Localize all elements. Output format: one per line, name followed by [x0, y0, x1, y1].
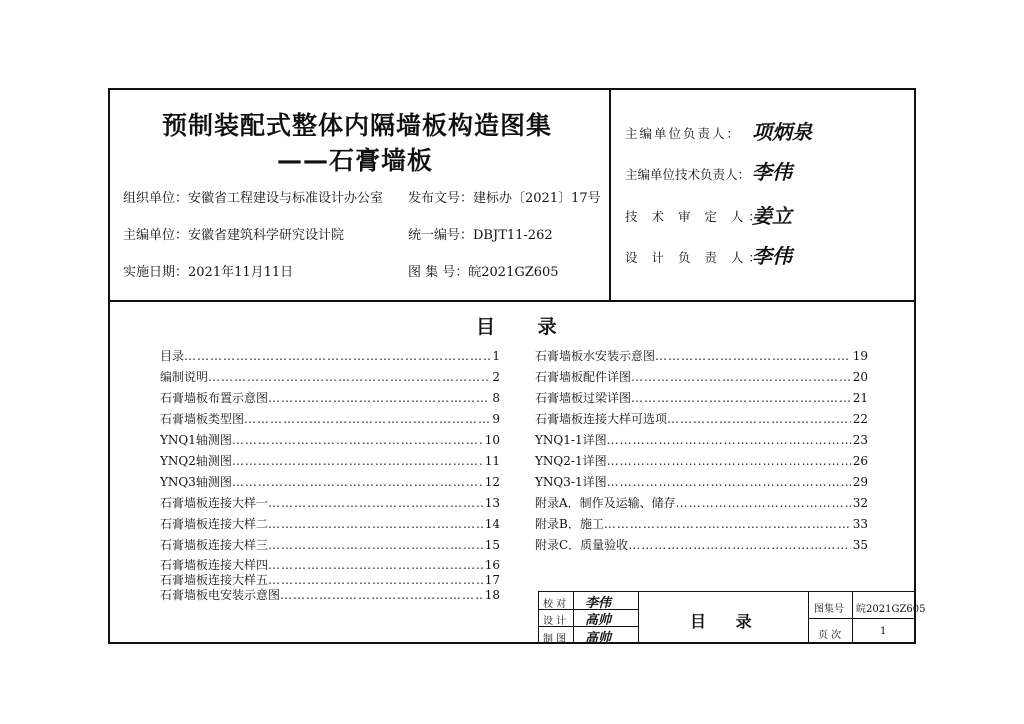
toc-entry-title: 石膏墙板配件详图 [535, 370, 632, 384]
toc-entry-page: 14 [484, 517, 500, 531]
toc-leader [628, 536, 851, 554]
toc-entry-title: 目录 [160, 349, 185, 363]
toc-entry-title: 石膏墙板连接大样二 [160, 517, 269, 531]
toc-entry-title: 石膏墙板过梁详图 [535, 391, 632, 405]
toc-entry[interactable] [535, 452, 868, 470]
page-number-value: 1 [880, 626, 887, 637]
toc-entry-title: 石膏墙板连接大样可选项 [535, 412, 668, 426]
toc-entry[interactable] [535, 515, 868, 533]
toc-entry[interactable] [535, 473, 868, 491]
toc-entry[interactable] [160, 347, 500, 365]
toc-entry[interactable] [160, 515, 500, 533]
toc-entry[interactable] [160, 431, 500, 449]
design-signature: 高帅 [585, 613, 612, 628]
title-block-row-line [808, 618, 916, 619]
toc-entry-page: 15 [484, 538, 500, 552]
title-block-col-line [808, 591, 809, 643]
toc-leader [232, 473, 483, 491]
toc-entry-title: YNQ3-1详图 [535, 475, 607, 489]
toc-entry-title: YNQ2轴测图 [160, 454, 232, 468]
toc-entry-page: 33 [852, 517, 868, 531]
design-label: 设 计 [543, 616, 567, 627]
toc-entry-title: 石膏墙板连接大样三 [160, 538, 269, 552]
toc-entry-page: 32 [852, 496, 868, 510]
toc-leader [268, 389, 490, 407]
toc-leader [232, 452, 483, 470]
editor-unit: 主编单位：安徽省建筑科学研究设计院 [123, 228, 345, 243]
toc-entry-page: 26 [852, 454, 868, 468]
draw-signature: 高帅 [585, 631, 612, 646]
toc-entry[interactable] [535, 410, 868, 428]
atlas-title: 预制装配式整体内隔墙板构造图集 [162, 111, 553, 140]
toc-entry-page: 22 [852, 412, 868, 426]
toc-entry-page: 2 [492, 370, 500, 384]
chief-unit-tech-head-signature: 李伟 [752, 160, 792, 184]
toc-leader [676, 494, 851, 512]
toc-entry-title: 附录B．施工 [535, 517, 604, 531]
toc-entry-page: 10 [484, 433, 500, 447]
toc-leader [268, 536, 483, 554]
toc-entry[interactable] [160, 452, 500, 470]
technical-reviewer-signature: 姜立 [752, 204, 792, 228]
toc-leader [607, 473, 851, 491]
toc-entry-page: 8 [492, 391, 500, 405]
toc-entry-title: YNQ2-1详图 [535, 454, 607, 468]
toc-entry-title: 附录A．制作及运输、储存 [535, 496, 676, 510]
toc-entry-title: 石膏墙板连接大样五 [160, 573, 269, 587]
toc-leader [631, 389, 851, 407]
atlas-number-label: 图集号 [814, 604, 844, 615]
toc-entry-title: 石膏墙板连接大样一 [160, 496, 269, 510]
toc-entry-title: YNQ1-1详图 [535, 433, 607, 447]
toc-entry-page: 35 [852, 538, 868, 552]
page-number-label: 页 次 [818, 630, 842, 641]
doc-number: 发布文号：建标办〔2021〕17号 [408, 191, 601, 206]
toc-entry[interactable] [535, 347, 868, 365]
toc-leader [604, 515, 851, 533]
toc-entry-page: 29 [852, 475, 868, 489]
toc-entry-title: 石膏墙板布置示意图 [160, 391, 269, 405]
check-label: 校 对 [543, 599, 567, 610]
toc-entry-page: 20 [852, 370, 868, 384]
title-block-col-line [638, 591, 639, 643]
toc-leader [607, 431, 851, 449]
toc-leader [667, 410, 851, 428]
design-head-label: 设 计 负 责 人： [625, 250, 766, 265]
toc-leader [208, 368, 490, 386]
title-block-col-line [852, 591, 853, 643]
toc-entry[interactable] [535, 368, 868, 386]
toc-entry[interactable] [535, 389, 868, 407]
toc-entry-title: 石膏墙板电安装示意图 [160, 588, 281, 602]
toc-entry[interactable] [160, 586, 500, 604]
toc-entry-title: 石膏墙板连接大样四 [160, 558, 269, 572]
toc-entry-page: 19 [852, 349, 868, 363]
atlas-number: 图 集 号：皖2021GZ605 [408, 265, 559, 280]
check-signature: 李伟 [585, 596, 612, 611]
toc-entry-title: YNQ1轴测图 [160, 433, 232, 447]
toc-entry-page: 11 [484, 454, 500, 468]
toc-entry-page: 17 [484, 573, 500, 587]
toc-leader [607, 452, 851, 470]
toc-entry-page: 16 [484, 558, 500, 572]
toc-leader [655, 347, 851, 365]
draw-label: 制 图 [543, 634, 567, 645]
toc-entry-page: 13 [484, 496, 500, 510]
toc-leader [268, 515, 483, 533]
toc-entry-page: 21 [852, 391, 868, 405]
toc-entry-title: 石膏墙板水安装示意图 [535, 349, 656, 363]
toc-leader [631, 368, 851, 386]
technical-reviewer-label: 技 术 审 定 人： [625, 209, 766, 224]
toc-entry-title: YNQ3轴测图 [160, 475, 232, 489]
atlas-number-value: 皖2021GZ605 [856, 604, 926, 615]
toc-leader [280, 586, 483, 604]
title-block-col-line [573, 591, 574, 643]
toc-leader [184, 347, 490, 365]
design-head-signature: 李伟 [752, 244, 792, 268]
toc-entry[interactable] [535, 536, 868, 554]
header-divider-vertical [609, 88, 611, 301]
toc-entry[interactable] [160, 389, 500, 407]
toc-entry[interactable] [160, 494, 500, 512]
sheet-title: 目 录 [690, 612, 752, 631]
header-divider-horizontal [108, 300, 916, 302]
toc-leader [244, 410, 490, 428]
toc-leader [232, 431, 483, 449]
toc-entry[interactable] [535, 494, 868, 512]
toc-entry-page: 1 [492, 349, 500, 363]
toc-entry[interactable] [160, 536, 500, 554]
toc-leader [268, 494, 483, 512]
toc-entry[interactable] [535, 431, 868, 449]
toc-title: 目 录 [476, 316, 557, 338]
toc-entry-page: 9 [492, 412, 500, 426]
chief-unit-tech-head-label: 主编单位技术负责人： [625, 167, 751, 182]
toc-entry[interactable] [160, 368, 500, 386]
toc-entry-page: 12 [484, 475, 500, 489]
chief-unit-head-label: 主编单位负责人： [625, 126, 742, 141]
toc-entry[interactable] [160, 473, 500, 491]
toc-entry-title: 石膏墙板类型图 [160, 412, 245, 426]
unified-number: 统一编号：DBJT11-262 [408, 228, 553, 243]
toc-entry-title: 编制说明 [160, 370, 209, 384]
atlas-subtitle: ——石膏墙板 [277, 146, 434, 175]
title-block-col-line [538, 591, 539, 643]
effective-date: 实施日期：2021年11月11日 [123, 265, 294, 280]
org-unit: 组织单位：安徽省工程建设与标准设计办公室 [123, 191, 384, 206]
toc-entry[interactable] [160, 410, 500, 428]
toc-entry-page: 23 [852, 433, 868, 447]
chief-unit-head-signature: 项炳泉 [752, 120, 812, 144]
toc-entry-title: 附录C．质量验收 [535, 538, 629, 552]
toc-entry-page: 18 [484, 588, 500, 602]
